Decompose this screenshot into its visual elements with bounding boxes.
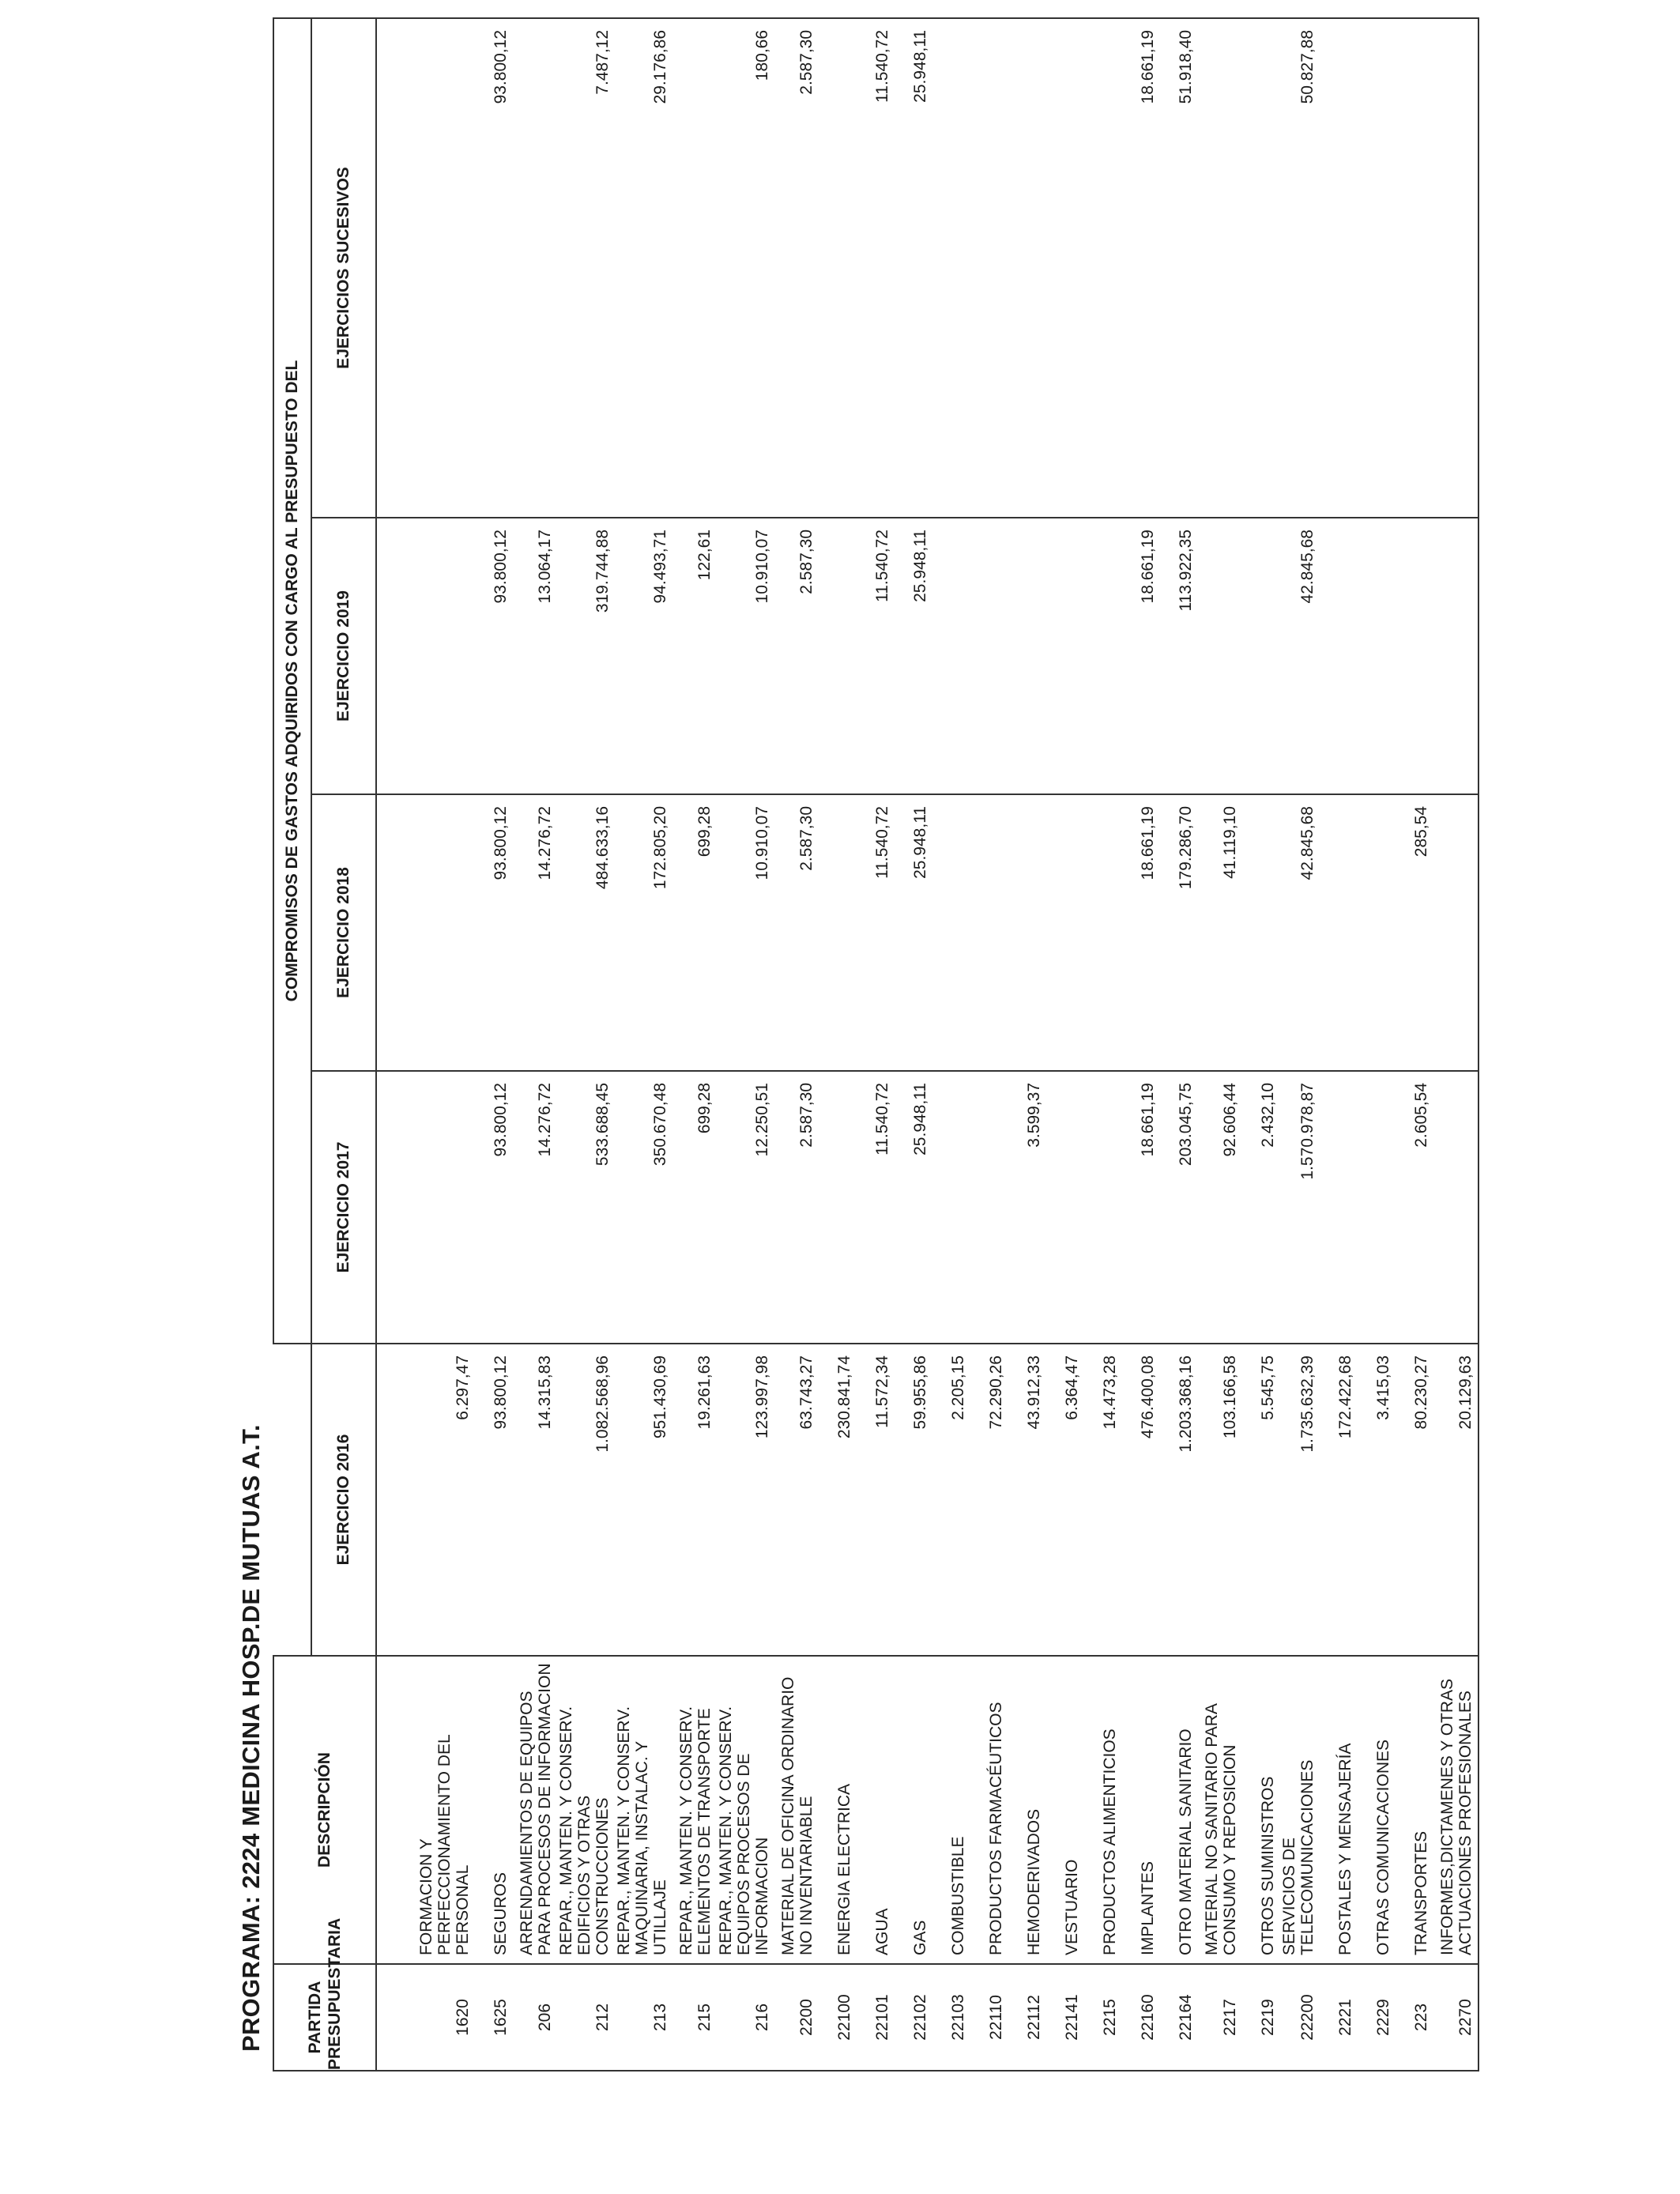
- partida-cell: 215: [672, 1964, 717, 2071]
- ejercicio-2019-cell: 93.800,12: [475, 518, 513, 794]
- ejercicio-2017-cell: 1.570.978,87: [1280, 1071, 1320, 1344]
- descripcion-cell: OTRO MATERIAL SANITARIO: [1160, 1656, 1198, 1964]
- ejercicio-2019-cell: [376, 518, 475, 794]
- ejercicio-2016-cell: 14.315,83: [513, 1344, 557, 1656]
- sucesivos-cell: [1433, 18, 1478, 518]
- table-row: [895, 18, 932, 2071]
- ejercicio-2018-cell: [932, 794, 970, 1071]
- partida-cell: 2217: [1198, 1964, 1242, 2071]
- ejercicio-2016-cell: 476.400,08: [1122, 1344, 1160, 1656]
- partida-cell: 212: [557, 1964, 615, 2071]
- descripcion-cell: PRODUCTOS ALIMENTICIOS: [1084, 1656, 1122, 1964]
- ejercicio-2019-cell: 319.744,88: [557, 518, 615, 794]
- partida-cell: 22200: [1280, 1964, 1320, 2071]
- ejercicio-2017-cell: [932, 1071, 970, 1344]
- sucesivos-cell: [376, 18, 475, 518]
- ejercicio-2016-cell: 93.800,12: [475, 1344, 513, 1656]
- sucesivos-cell: 25.948,11: [895, 18, 932, 518]
- table-row: [1122, 18, 1160, 2071]
- ejercicio-2017-cell: [1433, 1071, 1478, 1344]
- budget-table: [273, 17, 1479, 2071]
- sucesivos-header: EJERCICIOS SUCESIVOS: [311, 18, 376, 518]
- table-row: [1396, 18, 1433, 2071]
- partida-cell: 2215: [1084, 1964, 1122, 2071]
- partida-cell: 1620: [376, 1964, 475, 2071]
- ejercicio-2018-cell: 2.587,30: [774, 794, 819, 1071]
- partida-cell: 22102: [895, 1964, 932, 2071]
- ejercicio-2016-cell: 72.290,26: [970, 1344, 1008, 1656]
- ejercicio-2017-cell: [1320, 1071, 1358, 1344]
- descripcion-cell: REPAR., MANTEN. Y CONSERV. EDIFICIOS Y OTRAS CONSTRUCCIONES: [557, 1656, 615, 1964]
- descripcion-cell: ENERGIA ELECTRICA: [819, 1656, 857, 1964]
- table-row: [1320, 18, 1358, 2071]
- sucesivos-cell: 7.487,12: [557, 18, 615, 518]
- partida-cell: 213: [615, 1964, 672, 2071]
- table-row: [1242, 18, 1280, 2071]
- ejercicio-2017-cell: 350.670,48: [615, 1071, 672, 1344]
- sucesivos-cell: [819, 18, 857, 518]
- ejercicio-2019-cell: [1008, 518, 1046, 794]
- sucesivos-cell: 29.176,86: [615, 18, 672, 518]
- descripcion-cell: MATERIAL NO SANITARIO PARA CONSUMO Y REPOSICION: [1198, 1656, 1242, 1964]
- ejercicio-2018-cell: 93.800,12: [475, 794, 513, 1071]
- ejercicio-2019-header: EJERCICIO 2019: [311, 518, 376, 794]
- ejercicio-2017-cell: [1358, 1071, 1396, 1344]
- ejercicio-2016-cell: 19.261,63: [672, 1344, 717, 1656]
- partida-cell: 22160: [1122, 1964, 1160, 2071]
- ejercicio-2017-cell: 11.540,72: [857, 1071, 895, 1344]
- ejercicio-2018-cell: 484.633,16: [557, 794, 615, 1071]
- sucesivos-cell: [672, 18, 717, 518]
- ejercicio-2018-cell: 11.540,72: [857, 794, 895, 1071]
- ejercicio-2019-cell: [1242, 518, 1280, 794]
- ejercicio-2019-cell: 25.948,11: [895, 518, 932, 794]
- table-row: [717, 18, 774, 2071]
- ejercicio-2017-cell: 533.688,45: [557, 1071, 615, 1344]
- table-row: [1280, 18, 1320, 2071]
- ejercicio-2018-cell: 285,54: [1396, 794, 1433, 1071]
- ejercicio-2017-cell: 3.599,37: [1008, 1071, 1046, 1344]
- descripcion-cell: REPAR., MANTEN. Y CONSERV. MAQUINARIA, INSTALAC. Y UTILLAJE: [615, 1656, 672, 1964]
- ejercicio-2019-cell: 122,61: [672, 518, 717, 794]
- ejercicio-2018-cell: [1320, 794, 1358, 1071]
- descripcion-cell: FORMACION Y PERFECCIONAMIENTO DEL PERSONAL: [376, 1656, 475, 1964]
- ejercicio-2019-cell: 10.910,07: [717, 518, 774, 794]
- sucesivos-cell: 18.661,19: [1122, 18, 1160, 518]
- ejercicio-2018-cell: 25.948,11: [895, 794, 932, 1071]
- ejercicio-2016-cell: 43.912,33: [1008, 1344, 1046, 1656]
- ejercicio-2018-cell: [1008, 794, 1046, 1071]
- ejercicio-2019-cell: [819, 518, 857, 794]
- group-header: COMPROMISOS DE GASTOS ADQUIRIDOS CON CARGO AL PRESUPUESTO DEL: [273, 18, 311, 1344]
- descripcion-cell: OTROS SUMINISTROS: [1242, 1656, 1280, 1964]
- ejercicio-2019-cell: 94.493,71: [615, 518, 672, 794]
- ejercicio-2016-cell: 20.129,63: [1433, 1344, 1478, 1656]
- ejercicio-2018-cell: [1242, 794, 1280, 1071]
- ejercicio-2019-cell: [1320, 518, 1358, 794]
- ejercicio-2018-cell: 699,28: [672, 794, 717, 1071]
- ejercicio-2017-cell: 18.661,19: [1122, 1071, 1160, 1344]
- table-row: [970, 18, 1008, 2071]
- ejercicio-2019-cell: [970, 518, 1008, 794]
- ejercicio-2017-cell: 14.276,72: [513, 1071, 557, 1344]
- ejercicio-2017-cell: [819, 1071, 857, 1344]
- ejercicio-2016-cell: 951.430,69: [615, 1344, 672, 1656]
- sucesivos-cell: [1084, 18, 1122, 518]
- sucesivos-cell: [513, 18, 557, 518]
- descripcion-cell: IMPLANTES: [1122, 1656, 1160, 1964]
- partida-cell: 22100: [819, 1964, 857, 2071]
- table-row: [857, 18, 895, 2071]
- ejercicio-2016-header: EJERCICIO 2016: [311, 1344, 376, 1656]
- partida-cell: 22164: [1160, 1964, 1198, 2071]
- ejercicio-2019-cell: [1084, 518, 1122, 794]
- ejercicio-2017-cell: 2.587,30: [774, 1071, 819, 1344]
- ejercicio-2016-cell: 11.572,34: [857, 1344, 895, 1656]
- descripcion-cell: MATERIAL DE OFICINA ORDINARIO NO INVENTARIABLE: [774, 1656, 819, 1964]
- sucesivos-cell: [1046, 18, 1084, 518]
- ejercicio-2017-cell: 92.606,44: [1198, 1071, 1242, 1344]
- ejercicio-2016-cell: 6.297,47: [376, 1344, 475, 1656]
- table-row: [557, 18, 615, 2071]
- ejercicio-2018-header: EJERCICIO 2018: [311, 794, 376, 1071]
- ejercicio-2016-cell: 6.364,47: [1046, 1344, 1084, 1656]
- descripcion-cell: SEGUROS: [475, 1656, 513, 1964]
- ejercicio-2016-cell: 1.082.568,96: [557, 1344, 615, 1656]
- ejercicio-2018-cell: [1046, 794, 1084, 1071]
- ejercicio-2018-cell: [1084, 794, 1122, 1071]
- sucesivos-cell: 93.800,12: [475, 18, 513, 518]
- table-row: [1008, 18, 1046, 2071]
- descripcion-cell: TRANSPORTES: [1396, 1656, 1433, 1964]
- ejercicio-2019-cell: [1198, 518, 1242, 794]
- sucesivos-cell: [932, 18, 970, 518]
- partida-cell: 22103: [932, 1964, 970, 2071]
- ejercicio-2017-cell: 93.800,12: [475, 1071, 513, 1344]
- ejercicio-2018-cell: [376, 794, 475, 1071]
- sucesivos-cell: 50.827,88: [1280, 18, 1320, 518]
- table-row: [1160, 18, 1198, 2071]
- ejercicio-2019-cell: 42.845,68: [1280, 518, 1320, 794]
- table-row: [1433, 18, 1478, 2071]
- ejercicio-2018-cell: [1358, 794, 1396, 1071]
- ejercicio-2016-cell: 103.166,58: [1198, 1344, 1242, 1656]
- partida-cell: 2221: [1320, 1964, 1358, 2071]
- table-row: [774, 18, 819, 2071]
- ejercicio-2018-cell: 42.845,68: [1280, 794, 1320, 1071]
- partida-cell: 22112: [1008, 1964, 1046, 2071]
- ejercicio-2019-cell: [1396, 518, 1433, 794]
- sucesivos-cell: [1396, 18, 1433, 518]
- ejercicio-2017-cell: 12.250,51: [717, 1071, 774, 1344]
- partida-cell: 22101: [857, 1964, 895, 2071]
- ejercicio-2019-cell: 11.540,72: [857, 518, 895, 794]
- table-row: [1046, 18, 1084, 2071]
- ejercicio-2016-cell: 14.473,28: [1084, 1344, 1122, 1656]
- ejercicio-2018-cell: 41.119,10: [1198, 794, 1242, 1071]
- ejercicio-2017-cell: [1084, 1071, 1122, 1344]
- table-row: [1198, 18, 1242, 2071]
- ejercicio-2018-cell: [819, 794, 857, 1071]
- table-row: [819, 18, 857, 2071]
- descripcion-cell: GAS: [895, 1656, 932, 1964]
- ejercicio-2016-cell: 230.841,74: [819, 1344, 857, 1656]
- descripcion-cell: POSTALES Y MENSAJERÍA: [1320, 1656, 1358, 1964]
- ejercicio-2017-cell: 2.605,54: [1396, 1071, 1433, 1344]
- sucesivos-cell: 180,66: [717, 18, 774, 518]
- sucesivos-cell: [1320, 18, 1358, 518]
- descripcion-cell: VESTUARIO: [1046, 1656, 1084, 1964]
- sucesivos-cell: 51.918,40: [1160, 18, 1198, 518]
- ejercicio-2019-cell: [1046, 518, 1084, 794]
- ejercicio-2017-cell: 699,28: [672, 1071, 717, 1344]
- ejercicio-2016-cell: 59.955,86: [895, 1344, 932, 1656]
- ejercicio-2019-cell: [1358, 518, 1396, 794]
- ejercicio-2016-cell: 1.203.368,16: [1160, 1344, 1198, 1656]
- partida-cell: 2270: [1433, 1964, 1478, 2071]
- table-body: [376, 18, 1478, 2071]
- ejercicio-2018-cell: 14.276,72: [513, 794, 557, 1071]
- ejercicio-2019-cell: 13.064,17: [513, 518, 557, 794]
- table-row: [672, 18, 717, 2071]
- ejercicio-2019-cell: 18.661,19: [1122, 518, 1160, 794]
- ejercicio-2019-cell: [1433, 518, 1478, 794]
- ejercicio-2018-cell: 179.286,70: [1160, 794, 1198, 1071]
- descripcion-cell: INFORMES,DICTAMENES Y OTRAS ACTUACIONES PROFESIONALES: [1433, 1656, 1478, 1964]
- sucesivos-cell: [1198, 18, 1242, 518]
- descripcion-cell: HEMODERIVADOS: [1008, 1656, 1046, 1964]
- table-row: [1358, 18, 1396, 2071]
- descripcion-cell: AGUA: [857, 1656, 895, 1964]
- ejercicio-2016-cell: 5.545,75: [1242, 1344, 1280, 1656]
- descripcion-cell: REPAR., MANTEN. Y CONSERV. ELEMENTOS DE TRANSPORTE: [672, 1656, 717, 1964]
- ejercicio-2017-cell: [1046, 1071, 1084, 1344]
- table-row: [615, 18, 672, 2071]
- partida-cell: 2219: [1242, 1964, 1280, 2071]
- partida-cell: 216: [717, 1964, 774, 2071]
- ejercicio-2018-cell: 10.910,07: [717, 794, 774, 1071]
- ejercicio-2016-cell: 1.735.632,39: [1280, 1344, 1320, 1656]
- partida-cell: 2200: [774, 1964, 819, 2071]
- table-row: [1084, 18, 1122, 2071]
- sucesivos-cell: [1008, 18, 1046, 518]
- descripcion-cell: PRODUCTOS FARMACÉUTICOS: [970, 1656, 1008, 1964]
- ejercicio-2017-header: EJERCICIO 2017: [311, 1071, 376, 1344]
- descripcion-header: DESCRIPCIÓN: [273, 1656, 376, 1964]
- sucesivos-cell: [1358, 18, 1396, 518]
- descripcion-cell: REPAR., MANTEN. Y CONSERV. EQUIPOS PROCESOS DE INFORMACION: [717, 1656, 774, 1964]
- partida-cell: 1625: [475, 1964, 513, 2071]
- ejercicio-2017-cell: 2.432,10: [1242, 1071, 1280, 1344]
- sucesivos-cell: [970, 18, 1008, 518]
- ejercicio-2016-cell: 123.997,98: [717, 1344, 774, 1656]
- ejercicio-2017-cell: 25.948,11: [895, 1071, 932, 1344]
- descripcion-cell: OTRAS COMUNICACIONES: [1358, 1656, 1396, 1964]
- ejercicio-2016-cell: 3.415,03: [1358, 1344, 1396, 1656]
- descripcion-cell: ARRENDAMIENTOS DE EQUIPOS PARA PROCESOS DE INFORMACION: [513, 1656, 557, 1964]
- partida-cell: 22110: [970, 1964, 1008, 2071]
- partida-cell: 22141: [1046, 1964, 1084, 2071]
- ejercicio-2016-cell: 172.422,68: [1320, 1344, 1358, 1656]
- table-row: [376, 18, 475, 2071]
- ejercicio-2016-cell: 80.230,27: [1396, 1344, 1433, 1656]
- descripcion-cell: COMBUSTIBLE: [932, 1656, 970, 1964]
- partida-header: PARTIDA PRESUPUESTARIA: [273, 1964, 376, 2071]
- partida-cell: 2229: [1358, 1964, 1396, 2071]
- table-row: [932, 18, 970, 2071]
- page-title: PROGRAMA: 2224 MEDICINA HOSP.DE MUTUAS A.T.: [237, 1424, 265, 2052]
- sucesivos-cell: [1242, 18, 1280, 518]
- sucesivos-cell: 11.540,72: [857, 18, 895, 518]
- ejercicio-2019-cell: 2.587,30: [774, 518, 819, 794]
- table-row: [513, 18, 557, 2071]
- ejercicio-2019-cell: [932, 518, 970, 794]
- descripcion-cell: SERVICIOS DE TELECOMUNICACIONES: [1280, 1656, 1320, 1964]
- ejercicio-2019-cell: 113.922,35: [1160, 518, 1198, 794]
- table-row: [475, 18, 513, 2071]
- ejercicio-2018-cell: 18.661,19: [1122, 794, 1160, 1071]
- ejercicio-2017-cell: 203.045,75: [1160, 1071, 1198, 1344]
- partida-cell: 223: [1396, 1964, 1433, 2071]
- ejercicio-2016-cell: 63.743,27: [774, 1344, 819, 1656]
- partida-cell: 206: [513, 1964, 557, 2071]
- ejercicio-2018-cell: 172.805,20: [615, 794, 672, 1071]
- ejercicio-2017-cell: [970, 1071, 1008, 1344]
- ejercicio-2018-cell: [970, 794, 1008, 1071]
- ejercicio-2017-cell: [376, 1071, 475, 1344]
- sucesivos-cell: 2.587,30: [774, 18, 819, 518]
- ejercicio-2016-cell: 2.205,15: [932, 1344, 970, 1656]
- ejercicio-2018-cell: [1433, 794, 1478, 1071]
